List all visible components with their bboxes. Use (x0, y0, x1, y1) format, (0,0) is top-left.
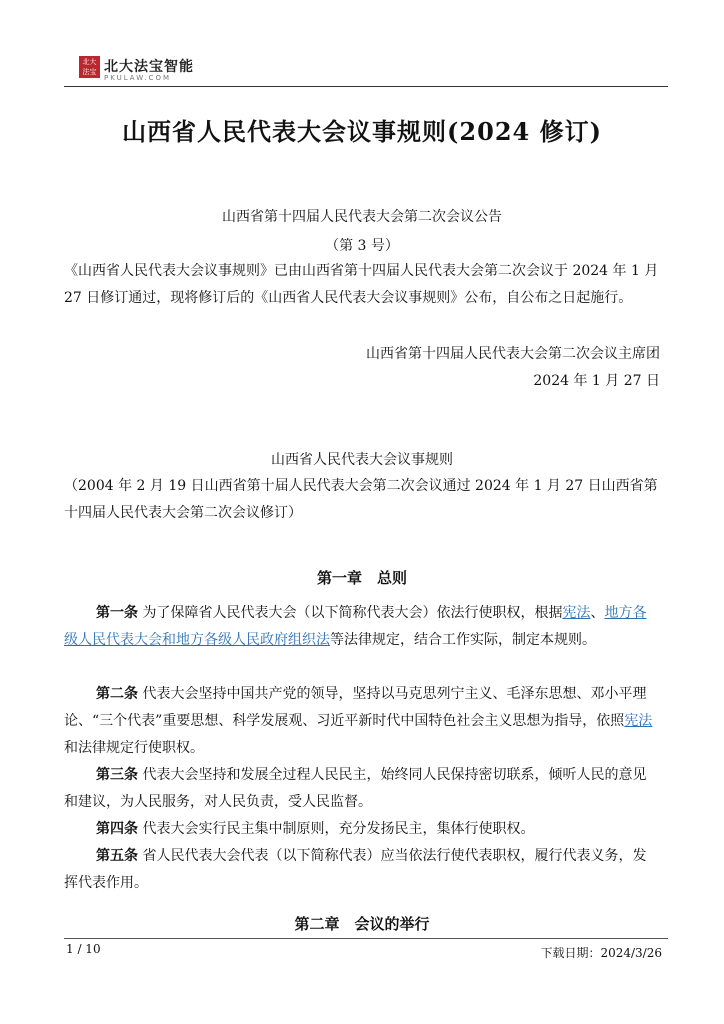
announcement-issuer: 山西省第十四届人民代表大会第二次会议主席团 (366, 346, 660, 362)
article-label: 第二条 (96, 686, 138, 702)
rules-history: （2004 年 2 月 19 日山西省第十届人民代表大会第二次会议通过 2024 年 1 月 27 日山西省第十四届人民代表大会第二次会议修订） (64, 478, 658, 521)
announcement-number: （第 3 号） (325, 238, 399, 254)
article-4: 第四条 代表大会实行民主集中制原则，充分发扬民主，集体行使职权。 (96, 821, 535, 837)
document-title: 山西省人民代表大会议事规则(2024 修订) (122, 117, 602, 146)
announcement-date: 2024 年 1 月 27 日 (533, 373, 660, 389)
page-number: 1 / 10 (66, 942, 101, 956)
footer-divider (64, 938, 668, 939)
article-2: 第二条 代表大会坚持中国共产党的领导，坚持以马克思列宁主义、毛泽东思想、邓小平理论、“三个代表”重要思想、科学发展观、习近平新时代中国特色社会主义思想为指导，依照宪法和法律规定行使职权。 (64, 686, 653, 756)
article-label: 第一条 (96, 605, 138, 621)
law-link-constitution[interactable]: 宪法 (624, 713, 653, 729)
article-label: 第四条 (96, 821, 138, 837)
announcement-heading: 山西省第十四届人民代表大会第二次会议公告 (222, 209, 502, 225)
header-divider (64, 86, 668, 87)
article-5: 第五条 省人民代表大会代表（以下简称代表）应当依法行使代表职权，履行代表义务，发挥代表作用。 (64, 848, 647, 891)
logo-text: 北大法宝智能 (104, 59, 194, 75)
chapter-2-title: 第二章 会议的举行 (294, 915, 430, 933)
article-1: 第一条 为了保障省人民代表大会（以下简称代表大会）依法行使职权，根据宪法、地方各级人民代表大会和地方各级人民政府组织法等法律规定，结合工作实际，制定本规则。 (64, 605, 647, 648)
rules-heading: 山西省人民代表大会议事规则 (271, 452, 453, 468)
law-link-organic-law[interactable]: 地方各级人民代表大会和地方各级人民政府组织法 (64, 605, 647, 648)
article-label: 第五条 (96, 848, 138, 864)
article-label: 第三条 (96, 767, 138, 783)
logo-subtext: PKULAW.COM (104, 74, 171, 82)
page-header (0, 0, 724, 90)
law-link-constitution[interactable]: 宪法 (562, 605, 591, 621)
pkulaw-logo-mark: 北大 法宝 (79, 56, 100, 78)
chapter-1-title: 第一章 总则 (316, 569, 407, 587)
announcement-body: 《山西省人民代表大会议事规则》已由山西省第十四届人民代表大会第二次会议于 2024 年 1 月 27 日修订通过，现将修订后的《山西省人民代表大会议事规则》公布，自公布之日起施行。 (64, 263, 659, 306)
article-3: 第三条 代表大会坚持和发展全过程人民民主，始终同人民保持密切联系，倾听人民的意见和建议，为人民服务，对人民负责，受人民监督。 (64, 767, 647, 810)
download-date: 下载日期：2024/3/26 (540, 946, 662, 960)
